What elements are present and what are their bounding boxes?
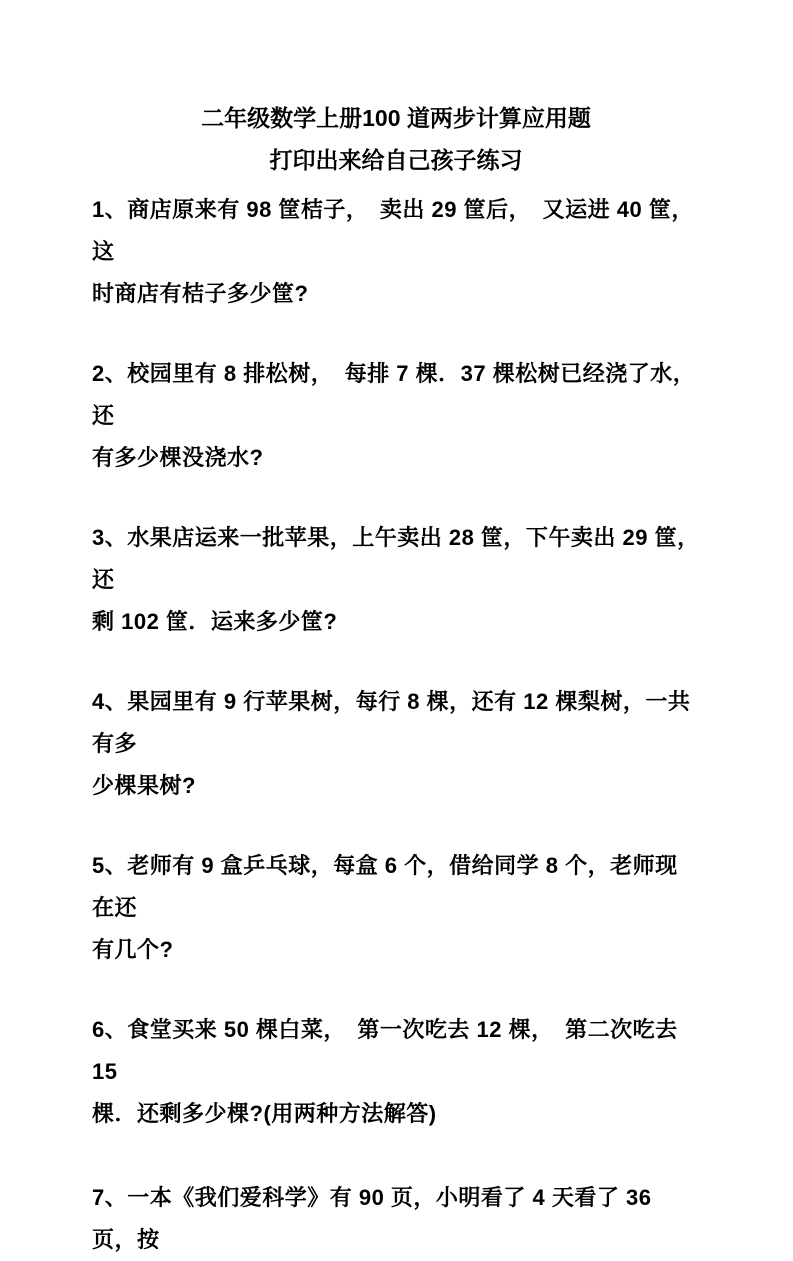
problem-5 xyxy=(92,845,700,971)
problem-4-line-2: 少棵果树? xyxy=(92,773,196,798)
document-subtitle: 打印出来给自己孩子练习 xyxy=(269,147,523,173)
problem-1-line-2: 时商店有桔子多少筐? xyxy=(92,281,309,306)
problem-3-line-2: 剩 102 筐．运来多少筐? xyxy=(92,609,338,634)
problem-2 xyxy=(92,353,707,479)
problem-2-line-2: 有多少棵没浇水? xyxy=(92,445,264,470)
problem-4-line-1: 4、果园里有 9 行苹果树，每行 8 棵，还有 12 棵梨树，一共有多 xyxy=(92,689,691,756)
problem-3-line-1: 3、水果店运来一批苹果，上午卖出 28 筐，下午卖出 29 筐，还 xyxy=(92,525,700,592)
problem-5-line-2: 有几个? xyxy=(92,937,174,962)
problem-1 xyxy=(92,189,706,315)
problem-7-line-1: 7、一本《我们爱科学》有 90 页，小明看了 4 天看了 36 页，按 xyxy=(92,1185,659,1252)
problem-5-line-1: 5、老师有 9 盒乒乓球，每盒 6 个，借给同学 8 个，老师现在还 xyxy=(92,853,678,920)
problem-6-line-2: 棵．还剩多少棵?(用两种方法解答) xyxy=(92,1101,437,1126)
problem-3 xyxy=(92,517,700,643)
problem-2-line-1: 2、校园里有 8 排松树， 每排 7 棵．37 棵松树已经浇了水， 还 xyxy=(92,361,707,428)
problem-7 xyxy=(92,1177,700,1261)
problem-6 xyxy=(92,1009,700,1135)
problem-4 xyxy=(92,681,700,807)
document-title: 二年级数学上册100 道两步计算应用题 xyxy=(201,105,591,131)
problem-6-line-1: 6、食堂买来 50 棵白菜， 第一次吃去 12 棵， 第二次吃去 15 xyxy=(92,1017,685,1084)
problem-1-line-1: 1、商店原来有 98 筐桔子， 卖出 29 筐后， 又运进 40 筐， 这 xyxy=(92,197,706,264)
problem-list xyxy=(92,189,707,1261)
